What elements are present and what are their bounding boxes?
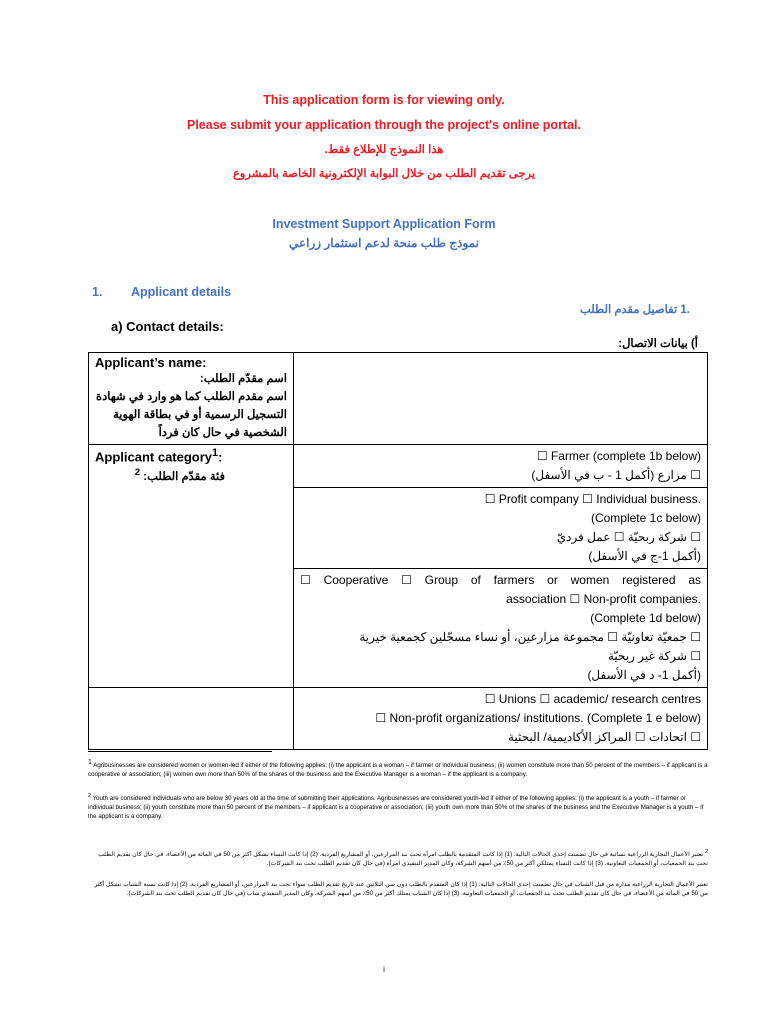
colon: : <box>218 449 223 465</box>
option-cooperative-note: (Complete 1d below) <box>590 611 701 625</box>
empty-label-cell <box>89 688 294 750</box>
option-nonprofit-company-ar[interactable]: ☐ شركة غير ربحيّة <box>607 649 701 663</box>
footnote-ref-2: 2 <box>134 467 141 479</box>
category-unions-cell[interactable] <box>294 688 708 750</box>
footnote-1-ar-mark: 2 <box>705 849 708 855</box>
section-title: Applicant details <box>131 285 232 299</box>
applicant-category-label-ar-text: فئة مقدّم الطلب: <box>143 471 225 484</box>
category-cooperative-cell[interactable] <box>294 569 708 688</box>
footnote-2-text: Youth are considered individuals who are below 30 years old at the time of submitting their applications. Agribusinesses are considered youth-led if either of the following applies: (i) the applicant is a youth – if farmer or individual business; (ii) youth constitute more than 50 percent of the members – if applicant is a cooperative or association; (iii) youth own more than 50% of the shares of the business and the Executive Manager is a youth – if the applicant is a company. <box>88 795 704 821</box>
applicant-category-label-text: Applicant category <box>95 449 213 465</box>
option-cooperative-ar[interactable]: ☐ جمعيّة تعاونيّة ☐ مجموعة مزارعين، أو نساء مسجّلين كجمعية خيرية <box>359 630 701 644</box>
option-profit-company[interactable]: ☐ Profit company ☐ Individual business. <box>484 492 701 506</box>
option-association[interactable]: association ☐ Non-profit companies. <box>506 592 701 606</box>
category-company-cell[interactable] <box>294 488 708 569</box>
option-cooperative[interactable]: ☐ Cooperative ☐ Group of farmers or women registered as <box>300 573 701 587</box>
contact-details-label-ar: أ) بيانات الاتصال: <box>618 338 698 350</box>
table-row <box>89 688 708 750</box>
table-row <box>89 445 708 488</box>
option-company-note-ar: (أكمل 1-ج في الأسفل) <box>588 549 701 563</box>
contact-details-label: a) Contact details: <box>111 319 224 334</box>
applicant-category-label-cell <box>89 445 294 688</box>
applicant-category-label <box>95 447 287 464</box>
form-title-ar: نموذج طلب منحة لدعم استثمار زراعي <box>289 236 479 250</box>
option-company-note: (Complete 1c below) <box>590 511 701 525</box>
footnote-1-ar-text: تعتبر الأعمال التجارية الزراعية نسائية في حال تضمنت إحدى الحالات التالية: (1) إذا كانت المتقدمة بالطلب امرأة تحت بند المزارعين، أو المشاريع الفردية. (2) إذا كانت النساء تشكل أكثر من 50 في المائة من الأعضاء، في حال كان تقديم الطلب تحت بند الجمعيات، أو الجمعيات التعاونية. (3) إذا كانت النساء يمتلكن أكثر من 50٪ من أسهم الشركة، وكان المدير التنفيذي امرأة (في حال كان تقديم الطلب تحت بند الشركات). <box>98 851 708 868</box>
section-number: 1. <box>92 285 103 299</box>
footnote-ref-1: 1 <box>212 447 219 459</box>
option-company-ar[interactable]: ☐ شركة ربحيّة ☐ عمل فرديّ <box>556 530 701 544</box>
section-title-ar-text: تفاصيل مقدم الطلب <box>579 304 678 316</box>
footnote-2 <box>88 792 708 821</box>
footnote-1-text: Agribusinesses are considered women or women-led if either of the following applies: (i) the applicant is a woman – if farmer or individual business; (ii) women constitute more than 50 percent of the members – if applicant is a cooperative or association; (iii) women own more than 50% of the shares of the business and the Executive Manager is a woman – if the applicant is a company. <box>88 762 708 779</box>
notice-line-2: Please submit your application through the project's online portal. <box>187 118 581 132</box>
option-unions[interactable]: ☐ Unions ☐ academic/ research centres <box>484 692 701 706</box>
footnote-2-mark: 2 <box>88 793 91 799</box>
footnote-1-ar <box>88 848 708 868</box>
notice-line-1: This application form is for viewing only. <box>263 93 505 107</box>
category-farmer-cell[interactable] <box>294 445 708 488</box>
table-row <box>89 353 708 445</box>
footnote-2-ar: تعتبر الأعمال التجارية الزراعية مدارة من قبل الشباب في حال تضمنت إحدى الحالات التالية: (1) إذا كان المتقدم بالطلب دون سن الثلاثين عند تاريخ تقديم الطلب سواء تحت بند المزارعين، أو المشاريع الفردية. (2) إذا كانت نسبة الشباب تشكل أكثر من 50 في المائة من الأعضاء، في حال كان تقديم الطلب تحت بند الجمعيات، أو الجمعيات التعاونية. (3) إذا كان الشباب يمتلك أكثر من 50٪ من أسهم الشركة، وكان المدير التنفيذي شاب (في حال كان تقديم الطلب تحت بند الشركات). <box>94 881 708 897</box>
option-farmer[interactable]: ☐ Farmer (complete 1b below) <box>536 449 701 463</box>
section-title-ar <box>580 302 690 316</box>
applicant-name-label-cell <box>89 353 294 445</box>
section-number-ar: .1 <box>680 304 690 316</box>
option-farmer-ar[interactable]: ☐ مزارع (أكمل 1 - ب في الأسفل) <box>531 468 701 482</box>
page-number: i <box>383 965 385 974</box>
footnote-1-mark: 1 <box>88 759 92 766</box>
applicant-name-input[interactable] <box>294 353 708 445</box>
option-nonprofit-orgs[interactable]: ☐ Non-profit organizations/ institutions. (Complete 1 e below) <box>375 711 701 725</box>
option-unions-ar[interactable]: ☐ اتحادات ☐ المراكز الأكاديمية/ البحثية <box>507 730 701 744</box>
applicant-category-label-ar <box>95 464 287 486</box>
footnote-separator <box>88 751 272 752</box>
form-title: Investment Support Application Form <box>272 217 496 231</box>
applicant-name-desc-ar: اسم مقدم الطلب كما هو وارد في شهادة التسجيل الرسمية أو في بطاقة الهوية الشخصية في حال كان فرداً <box>96 391 287 439</box>
applicant-name-label: Applicant’s name: <box>95 355 207 370</box>
option-cooperative-note-ar: (أكمل 1- د في الأسفل) <box>587 668 701 682</box>
footnote-1 <box>88 758 708 779</box>
notice-line-3-ar: هذا النموذج للإطلاع فقط. <box>324 144 444 156</box>
notice-line-4-ar: يرجى تقديم الطلب من خلال البوابة الإلكترونية الخاصة بالمشروع <box>232 168 536 180</box>
applicant-name-label-ar: اسم مقدّم الطلب: <box>199 373 287 385</box>
applicant-details-table <box>88 352 708 750</box>
